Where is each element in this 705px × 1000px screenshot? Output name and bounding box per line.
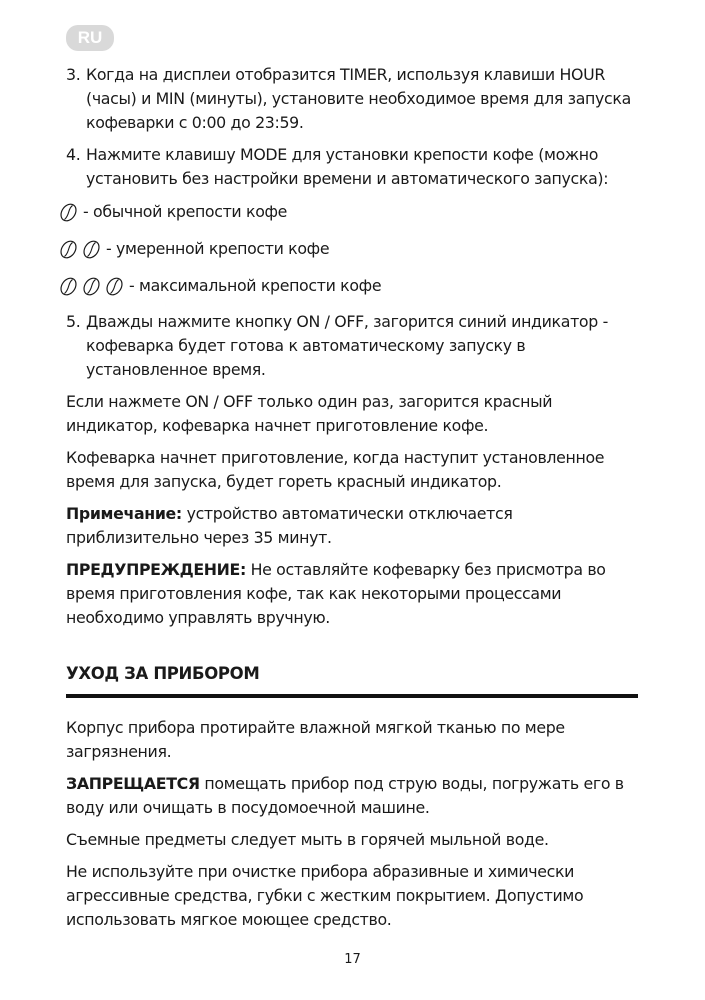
- strength-label: - обычной крепости кофе: [83, 202, 288, 221]
- step-number: 5.: [66, 312, 81, 331]
- page-number: 17: [344, 952, 361, 967]
- coffee-bean-icon: [58, 239, 79, 260]
- step-3: [66, 63, 638, 135]
- note-label: Примечание:: [66, 504, 182, 523]
- care-paragraph-4: Не используйте при очистке прибора абразивные и химически агрессивные средства, губки с жестким покрытием. Допустимо использовать мягкое моющее средство.: [66, 862, 584, 929]
- step-text: Нажмите клавишу MODE для установки крепости кофе (можно установить без настройки времени и автоматического запуска):: [86, 145, 609, 188]
- page-content: [66, 63, 638, 940]
- coffee-bean-icon: [81, 276, 102, 297]
- step-text: Дважды нажмите кнопку ON / OFF, загорится синий индикатор - кофеварка будет готова к автоматическому запуску в установленное время.: [86, 312, 608, 379]
- coffee-bean-icon: [81, 239, 102, 260]
- care-paragraph-1: Корпус прибора протирайте влажной мягкой тканью по мере загрязнения.: [66, 718, 565, 761]
- bean-group: [58, 239, 102, 260]
- section-heading-care: УХОД ЗА ПРИБОРОМ: [66, 662, 638, 698]
- coffee-bean-icon: [58, 202, 79, 223]
- strength-label: - умеренной крепости кофе: [106, 239, 330, 258]
- language-badge: RU: [66, 25, 114, 51]
- warning-text: Не оставляйте кофеварку без присмотра во время приготовления кофе, так как некоторыми процессами необходимо управлять вручную.: [66, 560, 606, 627]
- care-paragraph-3: Съемные предметы следует мыть в горячей мыльной воде.: [66, 830, 549, 849]
- forbidden-label: ЗАПРЕЩАЕТСЯ: [66, 774, 200, 793]
- paragraph-single-press: Если нажмете ON / OFF только один раз, загорится красный индикатор, кофеварка начнет приготовление кофе.: [66, 392, 553, 435]
- warning-paragraph: [66, 558, 638, 630]
- paragraph-start-time: Кофеварка начнет приготовление, когда наступит установленное время для запуска, будет гореть красный индикатор.: [66, 448, 605, 491]
- strength-label: - максимальной крепости кофе: [129, 276, 382, 295]
- step-5: [66, 310, 638, 382]
- step-text: Когда на дисплеи отобразится TIMER, используя клавиши HOUR (часы) и MIN (минуты), установите необходимое время для запуска кофеварки с 0:00 до 23:59.: [86, 65, 631, 132]
- forbidden-paragraph: [66, 772, 638, 820]
- step-number: 3.: [66, 65, 81, 84]
- forbidden-text: помещать прибор под струю воды, погружать его в воду или очищать в посудомоечной машине.: [66, 774, 624, 817]
- coffee-bean-icon: [104, 276, 125, 297]
- bean-group: [58, 202, 79, 223]
- note-text: устройство автоматически отключается приблизительно через 35 минут.: [66, 504, 513, 547]
- strength-medium: [58, 236, 638, 262]
- warning-label: ПРЕДУПРЕЖДЕНИЕ:: [66, 560, 246, 579]
- note-paragraph: [66, 502, 638, 550]
- bean-group: [58, 276, 125, 297]
- strength-max: [58, 273, 638, 299]
- coffee-bean-icon: [58, 276, 79, 297]
- step-number: 4.: [66, 145, 81, 164]
- step-4: [66, 143, 638, 191]
- strength-regular: [58, 199, 638, 225]
